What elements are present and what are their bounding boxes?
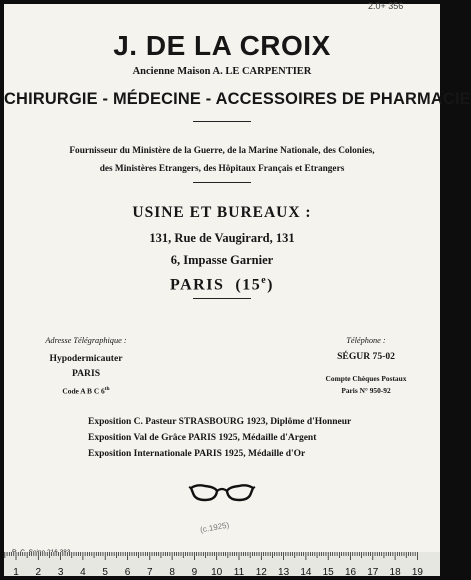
ruler-label: 5: [102, 567, 108, 578]
address-line-2: 6, Impasse Garnier: [170, 253, 274, 267]
exhibition-3: Exposition Internationale PARIS 1925, Médaille d'Or: [88, 449, 306, 459]
archive-stamp: (c.1925): [199, 520, 230, 535]
ruler-label: 18: [389, 567, 401, 578]
ruler-label: 17: [367, 567, 379, 578]
ruler-label: 16: [344, 567, 357, 578]
district-sup: e: [261, 275, 268, 286]
measuring-ruler: [4, 552, 440, 576]
telegraph-label: Adresse Télégraphique :: [45, 336, 127, 345]
ruler-label: 7: [147, 567, 153, 578]
works-heading: USINE ET BUREAUX :: [132, 204, 312, 221]
divider: [193, 182, 251, 183]
headline: CHIRURGIE - MÉDECINE - ACCESSOIRES DE PHARMACIE: [4, 90, 471, 108]
ruler-ticks: [4, 552, 440, 564]
telegraph-city: PARIS: [71, 368, 101, 379]
exhibition-2: Exposition Val de Grâce PARIS 1925, Médaille d'Argent: [88, 433, 317, 443]
supplier-line-2: des Ministères Etrangers, des Hôpitaux Français et Etrangers: [99, 164, 345, 174]
ruler-label: 4: [80, 567, 86, 578]
district-close: ): [267, 276, 274, 294]
telegraph-code-sup: th: [104, 386, 110, 392]
eyeglasses-icon: [189, 482, 255, 504]
telegraph-address: Hypodermicauter: [49, 353, 123, 364]
postal-account-label: Compte Chèques Postaux: [325, 374, 407, 383]
ruler-label: 2: [35, 567, 42, 578]
district: (15: [235, 276, 262, 294]
supplier-line-1: Fournisseur du Ministère de la Guerre, de la Marine Nationale, des Colonies,: [69, 146, 375, 156]
address-line-1: 131, Rue de Vaugirard, 131: [149, 231, 295, 245]
ruler-label: 14: [300, 567, 312, 578]
ruler-label: 1: [13, 567, 19, 578]
divider: [193, 121, 251, 122]
ruler-label: 6: [124, 567, 131, 578]
ruler-label: 8: [169, 567, 175, 578]
formerly-line: Ancienne Maison A. LE CARPENTIER: [132, 66, 312, 77]
catalog-page: [4, 1, 471, 552]
city-name: PARIS: [170, 276, 225, 294]
exhibition-1: Exposition C. Pasteur STRASBOURG 1923, Diplôme d'Honneur: [88, 417, 352, 427]
city-line: [4, 275, 440, 294]
catalog-mark: 2.0+ 356: [368, 1, 404, 11]
telephone-number: SÉGUR 75-02: [337, 351, 395, 362]
telegraph-code-text: Code A B C 6: [62, 386, 105, 396]
ruler-label: 9: [191, 567, 198, 578]
divider: [193, 298, 251, 299]
ruler-label: 10: [211, 567, 223, 578]
postal-account-number: Paris N° 950-92: [341, 386, 391, 395]
ruler-label: 12: [255, 567, 267, 578]
ruler-label: 19: [411, 567, 423, 578]
ruler-label: 3: [57, 567, 64, 578]
ruler-label: 11: [233, 567, 245, 578]
ruler-label: 13: [278, 567, 290, 578]
company-name: J. DE LA CROIX: [113, 30, 331, 61]
telephone-label: Téléphone :: [346, 336, 386, 345]
ruler-label: 15: [322, 567, 334, 578]
telegraph-code: [26, 386, 146, 395]
